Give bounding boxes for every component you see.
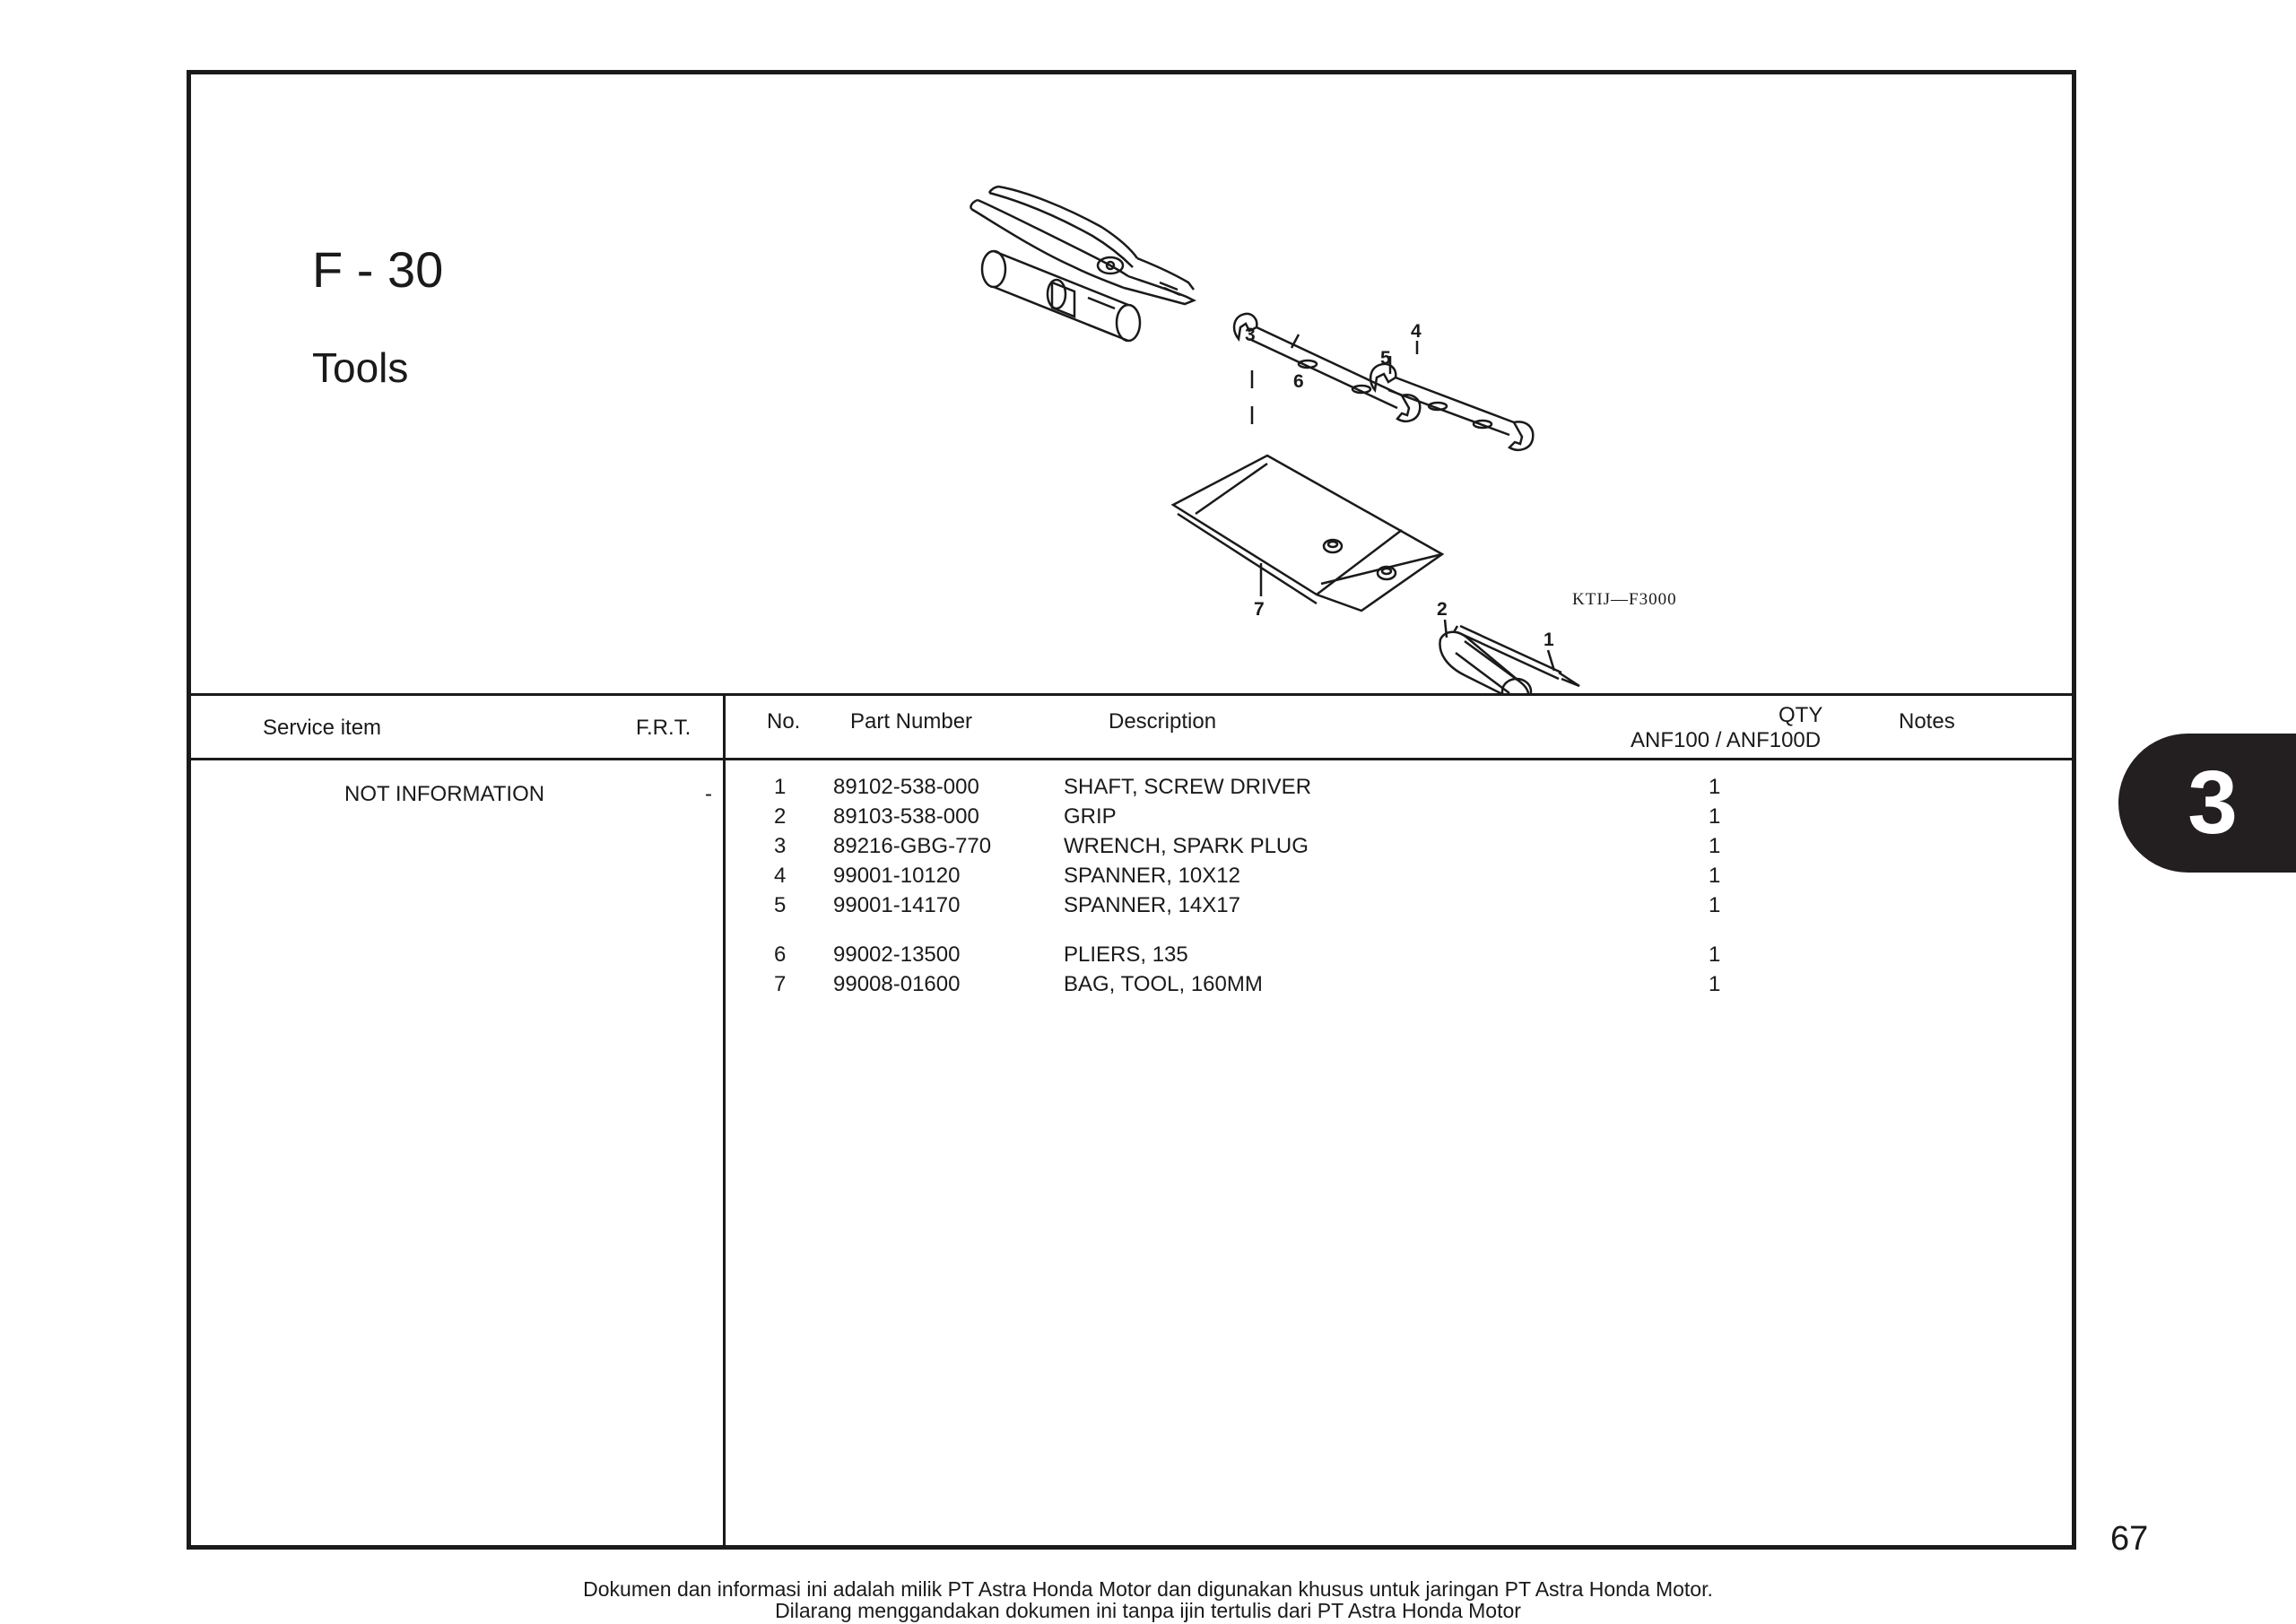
row-qty: 1 — [1709, 972, 1721, 996]
section-title: Tools — [312, 344, 409, 391]
table-column-divider — [723, 693, 726, 1545]
header-notes: Notes — [1899, 709, 1955, 734]
section-tab-badge — [2118, 734, 2296, 873]
header-qty-models: ANF100 / ANF100D — [1631, 728, 1822, 752]
row-no: 5 — [774, 893, 787, 917]
header-frt: F.R.T. — [636, 716, 691, 740]
row-qty: 1 — [1709, 942, 1721, 967]
callout-5: 5 — [1380, 348, 1391, 369]
footer-line-2: Dilarang menggandakan dokumen ini tanpa ijin tertulis dari PT Astra Honda Motor — [775, 1599, 1521, 1622]
header-no: No. — [767, 709, 801, 734]
row-no: 1 — [774, 775, 787, 799]
row-description: PLIERS, 135 — [1064, 942, 1188, 967]
table-header-rule — [191, 758, 2072, 760]
row-qty: 1 — [1709, 804, 1721, 829]
spark-plug-wrench-illustration — [982, 251, 1140, 341]
callout-1: 1 — [1544, 630, 1554, 650]
row-part-number: 89102-538-000 — [833, 775, 979, 799]
grip-illustration — [1439, 632, 1531, 693]
footer-line-1: Dokumen dan informasi ini adalah milik PT Astra Honda Motor dan digunakan khusus untuk jaringan PT Astra Honda Motor. — [583, 1577, 1713, 1601]
callout-6: 6 — [1293, 371, 1304, 392]
callout-3: 3 — [1245, 325, 1256, 345]
row-part-number: 89216-GBG-770 — [833, 834, 992, 858]
row-part-number: 99001-10120 — [833, 864, 961, 888]
row-qty: 1 — [1709, 775, 1721, 799]
page-frame — [187, 70, 2076, 1550]
row-description: BAG, TOOL, 160MM — [1064, 972, 1263, 996]
header-part-number: Part Number — [850, 709, 973, 734]
header-service-item: Service item — [263, 716, 382, 740]
row-no: 6 — [774, 942, 787, 967]
row-part-number: 99001-14170 — [833, 893, 961, 917]
row-no: 2 — [774, 804, 787, 829]
row-no: 3 — [774, 834, 787, 858]
frt-value: - — [705, 782, 712, 806]
callout-7: 7 — [1254, 599, 1265, 620]
row-qty: 1 — [1709, 834, 1721, 858]
row-description: SHAFT, SCREW DRIVER — [1064, 775, 1312, 799]
row-description: SPANNER, 10X12 — [1064, 864, 1240, 888]
row-qty: 1 — [1709, 864, 1721, 888]
header-qty: QTY — [1779, 703, 1823, 727]
exploded-parts-diagram — [191, 74, 2074, 693]
row-description: WRENCH, SPARK PLUG — [1064, 834, 1309, 858]
service-item-value: NOT INFORMATION — [344, 782, 545, 806]
row-part-number: 99002-13500 — [833, 942, 961, 967]
table-top-rule — [191, 693, 2072, 696]
row-qty: 1 — [1709, 893, 1721, 917]
row-no: 4 — [774, 864, 787, 888]
row-description: SPANNER, 14X17 — [1064, 893, 1240, 917]
screwdriver-shaft-illustration — [1454, 626, 1579, 686]
header-description: Description — [1109, 709, 1217, 734]
row-part-number: 89103-538-000 — [833, 804, 979, 829]
section-tab-number: 3 — [2187, 752, 2238, 853]
page-number: 67 — [2110, 1520, 2149, 1558]
tool-bag-illustration — [1173, 456, 1442, 611]
callout-4: 4 — [1411, 321, 1422, 342]
row-part-number: 99008-01600 — [833, 972, 961, 996]
row-no: 7 — [774, 972, 787, 996]
section-code: F - 30 — [312, 241, 444, 298]
callout-2: 2 — [1437, 599, 1448, 620]
row-description: GRIP — [1064, 804, 1117, 829]
diagram-code: KTIJ—F3000 — [1572, 590, 1677, 609]
